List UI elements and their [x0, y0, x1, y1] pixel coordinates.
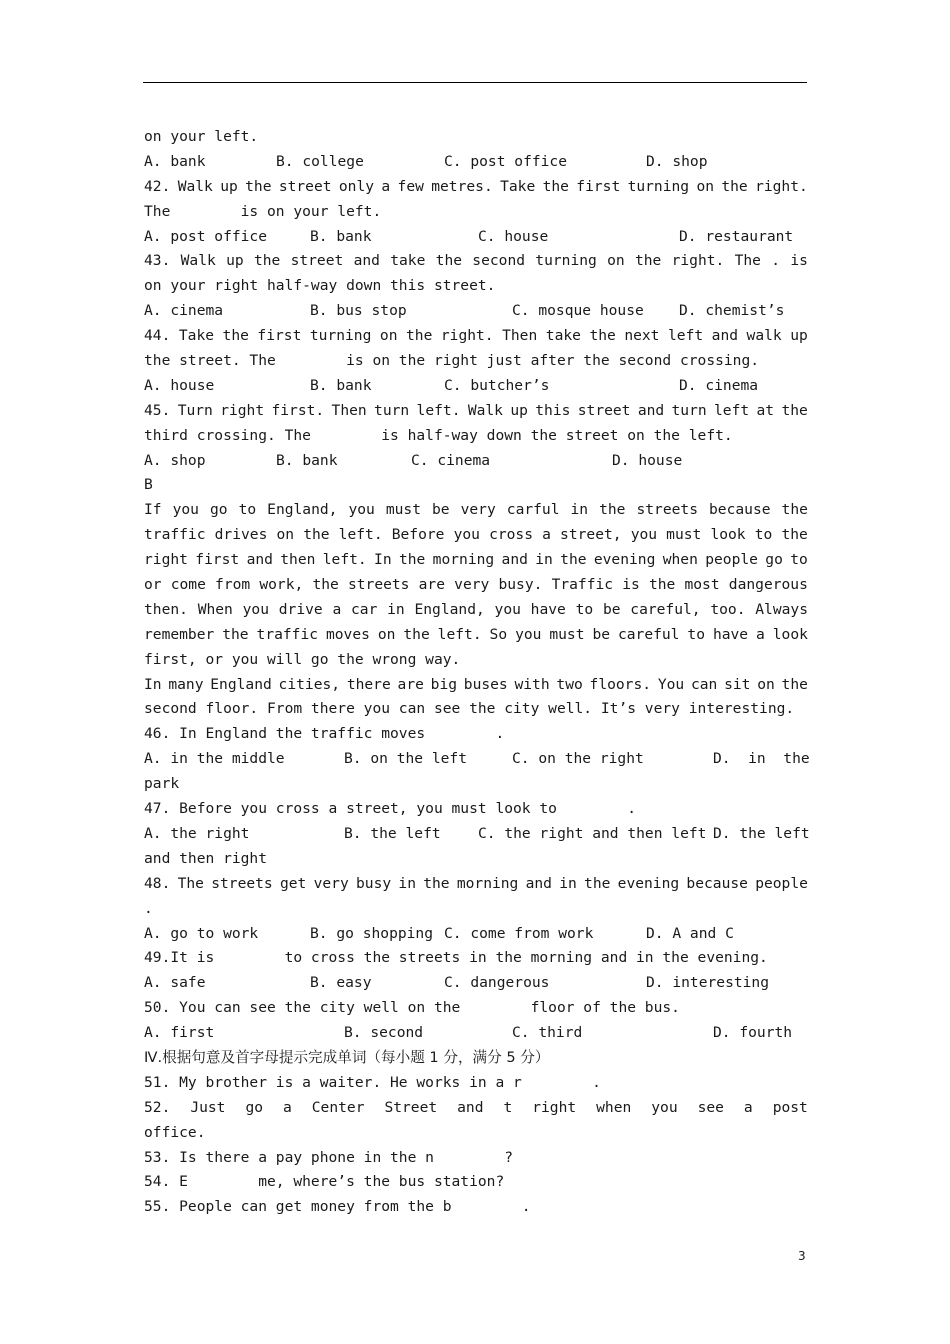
text-line: the street. The is on the right just after the second crossing. [144, 352, 760, 370]
answer-option: C. post office [444, 152, 568, 170]
answer-option: A. go to work [144, 924, 259, 942]
answer-option: D. interesting [646, 974, 770, 992]
text-line: 43. Walk up the street and take the second turning on the right. The . is [144, 252, 808, 270]
answer-options [144, 299, 808, 324]
text-line: on your right half-way down this street. [144, 277, 496, 295]
answer-option: B. the left [344, 824, 441, 842]
answer-option: C. dangerous [444, 974, 550, 992]
text-line: 45. Turn right first. Then turn left. Walk up this street and turn left at the [144, 401, 808, 419]
text-line: 55. People can get money from the b . [144, 1198, 531, 1216]
page-number: 3 [798, 1249, 806, 1263]
answer-option: A. in the middle [144, 750, 285, 768]
answer-option: D. chemist’s [679, 302, 785, 320]
text-line: office. [144, 1123, 206, 1141]
answer-option: B. bank [276, 451, 338, 469]
answer-option: D. the left [713, 824, 810, 842]
answer-option: A. first [144, 1024, 215, 1042]
answer-option: A. house [144, 376, 215, 394]
text-line: second floor. From there you can see the city well. It’s very interesting. [144, 700, 795, 718]
answer-option: B. bus stop [310, 302, 407, 320]
answer-option: C. third [512, 1024, 583, 1042]
answer-option: D. shop [646, 152, 708, 170]
answer-option: A. bank [144, 152, 206, 170]
answer-option: C. house [478, 227, 549, 245]
answer-option: A. safe [144, 974, 206, 992]
text-line: traffic drives on the left. Before you cross a street, you must look to the [144, 526, 808, 544]
answer-option: B. go shopping [310, 924, 434, 942]
answer-options [144, 225, 808, 250]
text-line: park [144, 775, 180, 793]
text-line: 52. Just go a Center Street and t right when you see a post [144, 1098, 808, 1116]
text-line: 54. E me, where’s the bus station? [144, 1173, 505, 1191]
answer-option: D. restaurant [679, 227, 794, 245]
answer-option: B. bank [310, 227, 372, 245]
answer-option: A. post office [144, 227, 268, 245]
document-body [144, 125, 808, 1220]
text-line: 42. Walk up the street only a few metres. Take the first turning on the right. [144, 177, 808, 195]
answer-options [144, 1021, 808, 1046]
text-line: In many England cities, there are big buses with two floors. You can sit on the [144, 675, 808, 693]
text-line: 48. The streets get very busy in the morning and in the evening because people [144, 874, 808, 892]
text-line: third crossing. The is half-way down the street on the left. [144, 426, 733, 444]
answer-options [144, 374, 808, 399]
text-line: or come from work, the streets are very busy. Traffic is the most dangerous [144, 576, 808, 594]
text-line: B [144, 476, 153, 494]
text-line: . [144, 899, 153, 917]
answer-option: B. on the left [344, 750, 468, 768]
answer-options [144, 971, 808, 996]
text-line: on your left. [144, 128, 259, 145]
text-line: If you go to England, you must be very carful in the streets because the [144, 501, 808, 519]
text-line: 50. You can see the city well on the floor of the bus. [144, 999, 680, 1017]
text-line: Ⅳ.根据句意及首字母提示完成单词（每小题 1 分，满分 5 分） [144, 1048, 550, 1066]
answer-option: B. bank [310, 376, 372, 394]
answer-option: A. the right [144, 824, 250, 842]
answer-option: D. in the [713, 750, 810, 768]
text-line: and then right [144, 849, 268, 867]
text-line: right first and then left. In the morning and in the evening when people go to [144, 551, 808, 569]
header-rule [143, 82, 807, 83]
answer-option: C. butcher’s [444, 376, 550, 394]
answer-option: D. fourth [713, 1024, 793, 1042]
answer-options [144, 150, 808, 175]
answer-option: D. house [612, 451, 683, 469]
text-line: 47. Before you cross a street, you must look to . [144, 800, 637, 818]
answer-option: B. college [276, 152, 364, 170]
text-line: 53. Is there a pay phone in the n ? [144, 1148, 514, 1166]
text-line: The is on your left. [144, 202, 382, 220]
answer-option: B. second [344, 1024, 424, 1042]
answer-option: A. cinema [144, 302, 224, 320]
answer-option: C. mosque house [512, 302, 644, 320]
answer-option: C. cinema [411, 451, 491, 469]
answer-option: C. come from work [444, 924, 594, 942]
text-line: 44. Take the first turning on the right. Then take the next left and walk up [144, 327, 808, 345]
answer-option: D. A and C [646, 924, 734, 942]
answer-option: C. on the right [512, 750, 644, 768]
answer-option: D. cinema [679, 376, 759, 394]
text-line: 49.It is to cross the streets in the morning and in the evening. [144, 949, 768, 967]
text-line: then. When you drive a car in England, you have to be careful, too. Always [144, 600, 808, 618]
answer-options [144, 747, 808, 772]
answer-option: C. the right and then left [478, 824, 707, 842]
answer-options [144, 922, 808, 947]
answer-options [144, 822, 808, 847]
text-line: 46. In England the traffic moves . [144, 725, 505, 743]
answer-option: B. easy [310, 974, 372, 992]
text-line: remember the traffic moves on the left. So you must be careful to have a look [144, 625, 808, 643]
text-line: 51. My brother is a waiter. He works in a r . [144, 1073, 601, 1091]
answer-option: A. shop [144, 451, 206, 469]
answer-options [144, 449, 808, 474]
text-line: first, or you will go the wrong way. [144, 650, 461, 668]
